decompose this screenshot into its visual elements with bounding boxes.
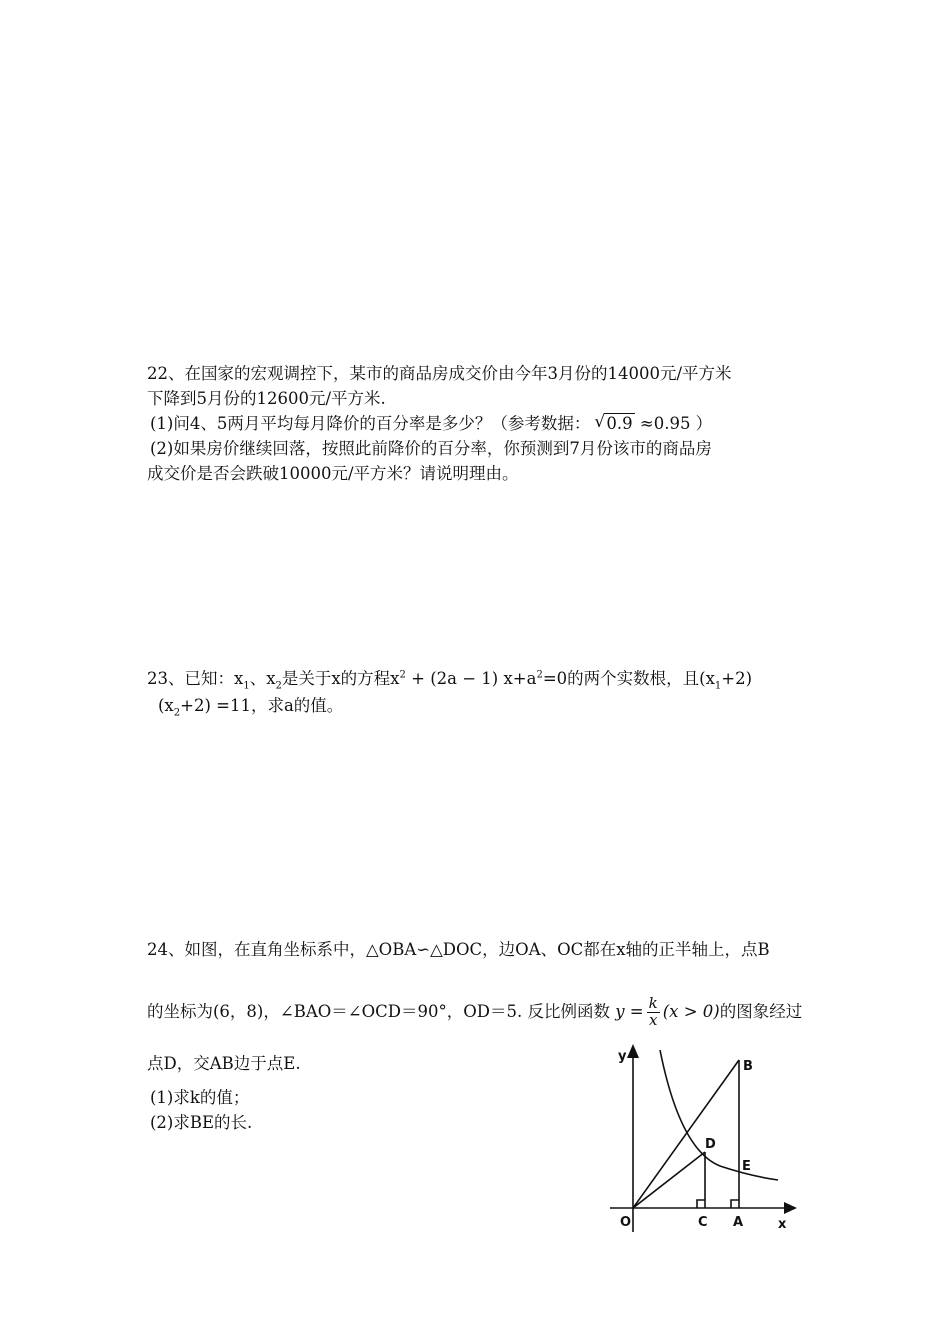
segment-OD: [633, 1152, 705, 1208]
q23-subscript: 1: [714, 680, 722, 692]
q23-subscript: 1: [243, 680, 250, 692]
q23-line2: [158, 696, 344, 719]
label-O: O: [620, 1215, 632, 1230]
q22-part2-line2: 成交价是否会跌破10000元/平方米？请说明理由。: [147, 464, 519, 483]
q22-line2: 下降到5月份的12600元/平方米.: [147, 389, 386, 408]
q22-line1: 22、在国家的宏观调控下，某市的商品房成交价由今年3月份的14000元/平方米: [147, 364, 732, 383]
func-condition: (x > 0): [662, 1001, 720, 1021]
q23-superscript: 2: [399, 669, 406, 681]
y-axis-arrow: [627, 1044, 639, 1058]
q22-part1: [150, 412, 713, 433]
q23-text: +2) =11，求a的值。: [180, 696, 344, 715]
func-y: y =: [615, 1001, 644, 1021]
label-A: A: [733, 1215, 744, 1230]
q24-text: 的图象经过: [719, 1001, 803, 1021]
segment-OB: [633, 1060, 739, 1208]
coordinate-figure: [600, 1040, 810, 1240]
q22-part1-sqrt-value: 0.9: [606, 414, 633, 433]
label-E: E: [742, 1159, 751, 1174]
q24-part2: (2)求BE的长.: [150, 1113, 253, 1132]
q23-text: 、x: [249, 669, 276, 688]
q23-text: (x: [158, 696, 174, 715]
q24-line2: [147, 996, 802, 1029]
label-D: D: [705, 1137, 716, 1152]
right-angle-mark-C: [697, 1200, 705, 1208]
q23-text: +2): [721, 669, 753, 688]
right-angle-mark-A: [731, 1200, 739, 1208]
label-y: y: [618, 1049, 627, 1064]
label-C: C: [698, 1215, 708, 1230]
q22-part1-text: (1)问4、5两月平均每月降价的百分率是多少？（参考数据：: [150, 414, 591, 433]
q22-part2-line1: (2)如果房价继续回落，按照此前降价的百分率，你预测到7月份该市的商品房: [150, 439, 712, 458]
q23-subscript: 2: [275, 680, 282, 692]
q24-text: 的坐标为(6，8)，∠BAO＝∠OCD＝90°，OD＝5. 反比例函数: [147, 1001, 610, 1021]
q23-superscript: 2: [536, 669, 543, 681]
x-axis-arrow: [784, 1202, 797, 1214]
label-x: x: [778, 1217, 787, 1232]
q24-line1: 24、如图，在直角坐标系中，△OBA∽△DOC，边OA、OC都在x轴的正半轴上，点B: [147, 940, 770, 959]
frac-denominator: x: [648, 1010, 658, 1029]
q23-subscript: 2: [173, 707, 181, 719]
q23-text: 23、已知：x: [147, 669, 244, 688]
q23-text: 是关于x的方程x: [281, 669, 400, 688]
q22-part1-approx: ≈0.95 ）: [639, 414, 713, 433]
label-B: B: [743, 1059, 753, 1074]
q24-line3: 点D，交AB边于点E.: [147, 1054, 301, 1073]
sqrt-symbol: √ 0.9: [594, 412, 633, 433]
q23-text: + (2a − 1) x+a: [405, 669, 537, 688]
q24-part1: (1)求k的值；: [150, 1088, 250, 1107]
fraction-k-over-x: [647, 996, 660, 1029]
frac-numerator: k: [648, 994, 658, 1012]
q23-line1: [147, 669, 753, 692]
hyperbola-curve: [660, 1050, 778, 1180]
q23-text: =0的两个实数根，且(x: [542, 669, 715, 688]
